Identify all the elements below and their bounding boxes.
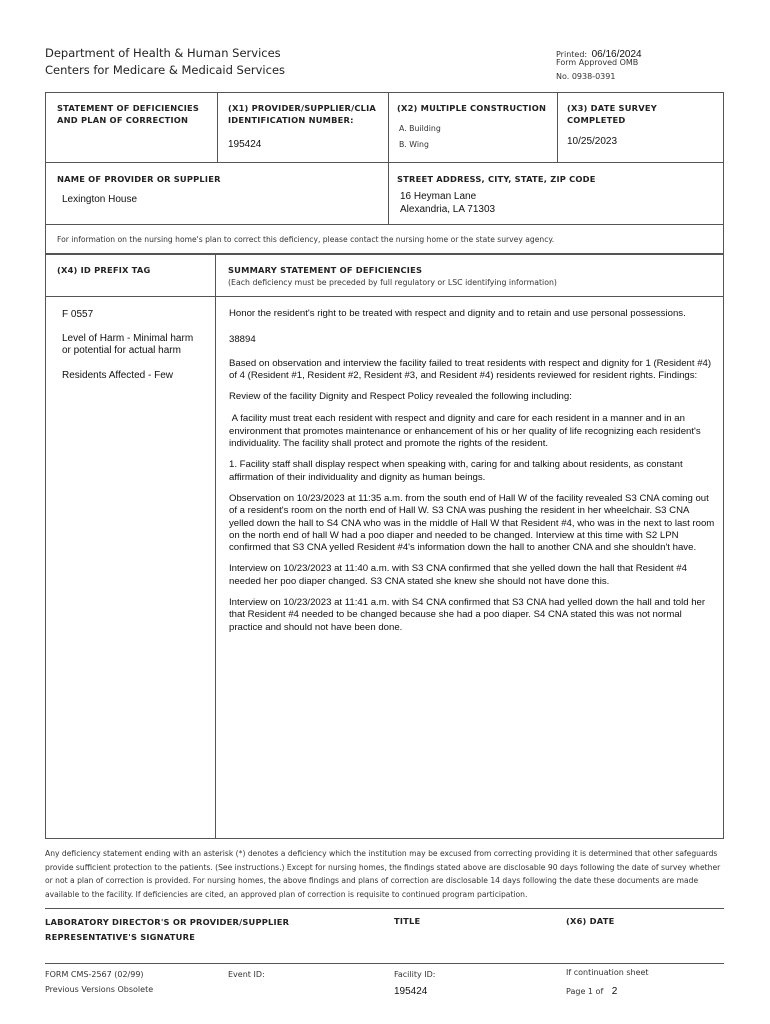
date-label: (X6) DATE	[566, 916, 615, 926]
printed-label: Printed:	[556, 50, 588, 59]
paragraph: Observation on 10/23/2023 at 11:35 a.m. from the south end of Hall W of the facility revealed S3 CNA coming out of a resident's room on the north end of Hall W. S3 CNA was pushing the resident in her wheelchair. S3 CNA yelled down the hall to S4 CNA who was in the middle of Hall W that Resident #4, who was in the next to last room on the north end of hall W had a poo diaper and needed to be changed. Interview at this time with S2 LPN confirmed that S3 CNA yelled Resident #4's information down the hall to another CNA and she shouldn't have.	[229, 492, 715, 554]
residents-affected: Residents Affected - Few	[62, 370, 173, 381]
paragraph: Honor the resident's right to be treated with respect and dignity and to retain and use personal possessions.	[229, 308, 686, 319]
paragraph: A facility must treat each resident with respect and dignity and care for each resident in a manner and in an environment that promotes maintenance or enhancement of his or her quality of life recognizing each resident's individuality. The facility shall protect and promote the rights of the resident.	[229, 413, 704, 450]
paragraph: Based on observation and interview the facility failed to treat residents with respect and dignity for 1 (Resident #4) of 4 (Resident #1, Resident #2, Resident #3, and Resident #4) residents reviewed for resident rights. Findings:	[229, 357, 712, 381]
paragraph: Review of the facility Dignity and Respect Policy revealed the following including:	[229, 391, 572, 403]
facility-id-value: 195424	[394, 986, 428, 997]
address-line1: 16 Heyman Lane	[400, 191, 477, 202]
continuation-label: If continuation sheet	[566, 968, 649, 977]
paragraph: 38894	[229, 334, 256, 346]
provider-name-value: Lexington House	[62, 194, 138, 205]
form-approved: Form Approved OMB	[556, 58, 639, 67]
x2-label: (X2) MULTIPLE CONSTRUCTION	[397, 103, 547, 113]
x1-label: (X1) PROVIDER/SUPPLIER/CLIA IDENTIFICATION NUMBER:	[228, 103, 377, 125]
x3-label: (X3) DATE SURVEY COMPLETED	[567, 103, 657, 125]
page-total: 2	[611, 986, 618, 997]
address-label: STREET ADDRESS, CITY, STATE, ZIP CODE	[397, 174, 596, 184]
facility-id-label: Facility ID:	[394, 970, 436, 979]
provider-id-value: 195424	[228, 139, 262, 150]
statement-label: STATEMENT OF DEFICIENCIES AND PLAN OF CORRECTION	[57, 103, 200, 125]
form-id: FORM CMS-2567 (02/99)	[45, 970, 144, 979]
paragraph: Interview on 10/23/2023 at 11:40 a.m. with S3 CNA confirmed that she yelled down the hall that Resident #4 needed her poo diaper changed. S3 CNA stated she knew she should not have done this.	[229, 563, 687, 587]
harm-level: Level of Harm - Minimal harm or potential for actual harm	[62, 333, 194, 357]
tag-value: F 0557	[62, 309, 94, 320]
address-line2: Alexandria, LA 71303	[400, 204, 496, 215]
printed-date: 06/16/2024	[591, 49, 642, 60]
title-label: TITLE	[394, 916, 421, 926]
omb-number: No. 0938-0391	[556, 72, 616, 81]
page-label: Page 1 of	[566, 987, 604, 996]
provider-name-label: NAME OF PROVIDER OR SUPPLIER	[57, 174, 221, 184]
summary-sub: (Each deficiency must be preceded by full regulatory or LSC identifying information)	[228, 278, 557, 287]
event-id-label: Event ID:	[228, 970, 265, 979]
agency-name: Centers for Medicare & Medicaid Services	[45, 63, 286, 77]
survey-date-value: 10/25/2023	[567, 136, 618, 147]
paragraph: Interview on 10/23/2023 at 11:41 a.m. with S4 CNA confirmed that S3 CNA had yelled down the hall and told her that Resident #4 needed to be changed because she had a poo diaper. S4 CNA stated this was not normal practice and should not have been done.	[229, 597, 706, 633]
summary-label: SUMMARY STATEMENT OF DEFICIENCIES	[228, 265, 423, 275]
x2-wing: B. Wing	[399, 140, 429, 149]
obsolete-note: Previous Versions Obsolete	[45, 985, 154, 994]
deficiency-text	[229, 308, 716, 643]
disclaimer: Any deficiency statement ending with an asterisk (*) denotes a deficiency which the institution may be excused from correcting providing it is determined that other safeguards provide sufficient protection to the patients. (See instructions.) Except for nursing homes, the findings stated above are disclosable 90 days following the date of survey whether or not a plan of correction is provided. For nursing homes, the above findings and plans of correction are disclosable 14 days following the date these documents are made available to the facility. If deficiencies are cited, an approved plan of correction is requisite to continued program participation.	[45, 849, 721, 899]
info-note: For information on the nursing home's plan to correct this deficiency, please contact the nursing home or the state survey agency.	[57, 235, 555, 244]
page-indicator	[566, 981, 617, 999]
x4-label: (X4) ID PREFIX TAG	[57, 265, 151, 275]
x2-building: A. Building	[399, 124, 441, 133]
signature-label: LABORATORY DIRECTOR'S OR PROVIDER/SUPPLIER REPRESENTATIVE'S SIGNATURE	[45, 917, 290, 942]
department-name: Department of Health & Human Services	[45, 46, 281, 60]
paragraph: 1. Facility staff shall display respect when speaking with, caring for and talking about residents, as constant affirmation of their individuality and dignity as human beings.	[229, 459, 683, 483]
